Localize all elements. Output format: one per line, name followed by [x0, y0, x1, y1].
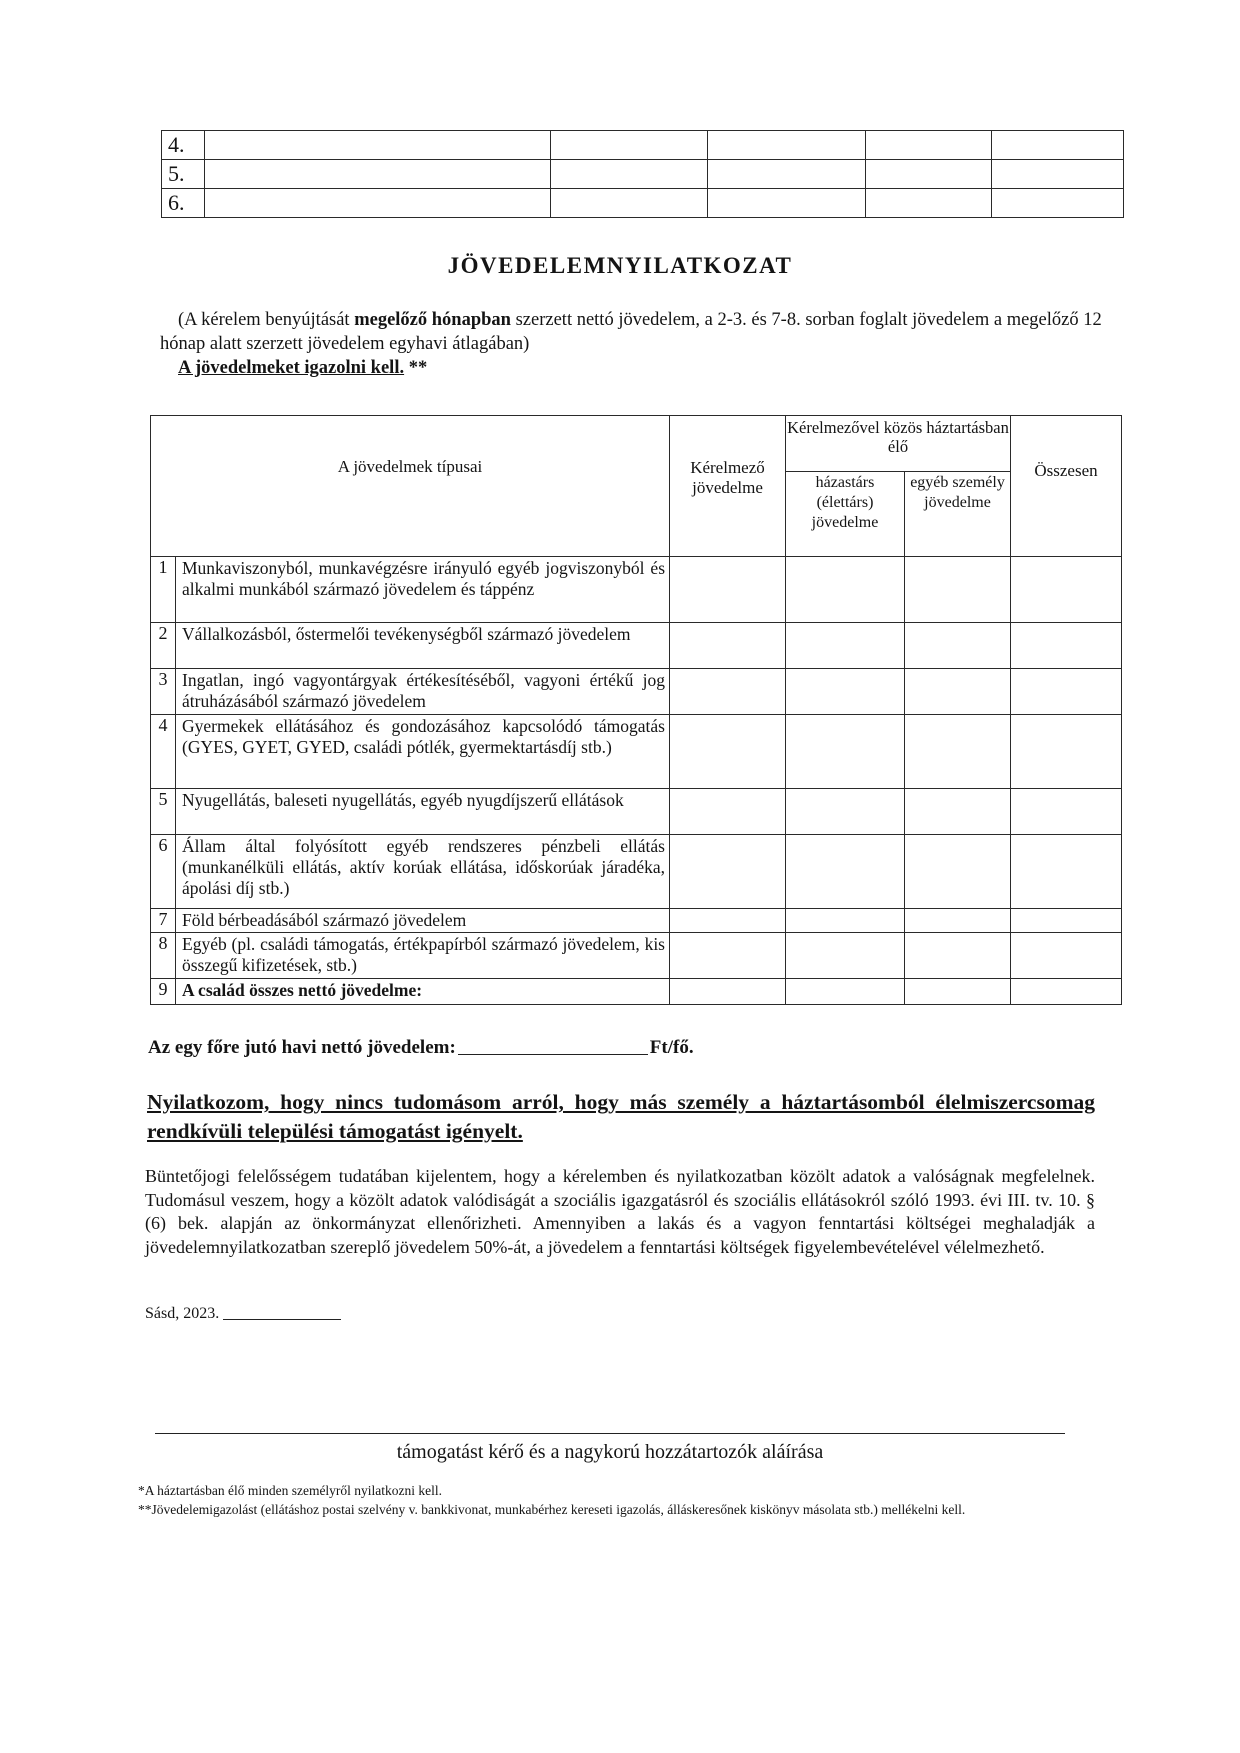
table-cell[interactable] [204, 160, 550, 189]
row-number: 4. [162, 131, 205, 160]
intro-emphasis: megelőző hónapban [354, 310, 511, 330]
row-number: 4 [151, 715, 176, 789]
applicant-income-cell[interactable] [670, 715, 786, 789]
legal-statement: Büntetőjogi felelősségem tudatában kijelentem, hogy a kérelemben és nyilatkozatban közölt adatok a valóságnak megfelelnek. Tudomásul veszem, hogy a közölt adatok valódiságát a szociális igazgatásról és szociális ellátásokról szóló 1993. évi III. tv. 10. § (6) bek. alapján az önkormányzat ellenőrizheti. Amennyiben a lakás és a vagyon fenntartási költségei meghaladják a jövedelemnyilatkozatban szereplő jövedelem 50%-át, a jövedelem a fenntartási költségek figyelembevételével vélelmezhető. [145, 1166, 1095, 1257]
applicant-income-cell[interactable] [670, 933, 786, 979]
total-income-label: A család összes nettó jövedelme: [176, 979, 670, 1005]
row-number: 9 [151, 979, 176, 1005]
applicant-income-cell[interactable] [670, 909, 786, 933]
header-total: Összesen [1011, 416, 1122, 557]
row-number: 1 [151, 557, 176, 623]
income-table-header-row [151, 416, 1122, 472]
header-income-type: A jövedelmek típusai [151, 416, 670, 557]
table-row [162, 189, 1124, 218]
income-type-label: Munkaviszonyból, munkavégzésre irányuló egyéb jogviszonyból és alkalmi munkából származó jövedelem és táppénz [176, 557, 670, 623]
other-income-cell[interactable] [905, 623, 1011, 669]
total-income-cell[interactable] [1011, 835, 1122, 909]
income-type-label: Ingatlan, ingó vagyontárgyak értékesítéséből, vagyoni értékű jog átruházásából származó jövedelem [176, 669, 670, 715]
income-type-label: Gyermekek ellátásához és gondozásához kapcsolódó támogatás (GYES, GYET, GYED, családi pótlék, gyermektartásdíj stb.) [176, 715, 670, 789]
declaration-statement: Nyilatkozom, hogy nincs tudomásom arról, hogy más személy a háztartásomból élelmiszercsomag rendkívüli települési támogatást igényelt. [147, 1090, 1095, 1143]
spouse-income-cell[interactable] [786, 933, 905, 979]
income-type-label: Vállalkozásból, őstermelői tevékenységből származó jövedelem [176, 623, 670, 669]
per-capita-unit: Ft/fő. [649, 1037, 694, 1058]
table-cell[interactable] [550, 131, 708, 160]
table-row [162, 131, 1124, 160]
place-date-text: Sásd, 2023. [145, 1305, 220, 1322]
applicant-income-cell[interactable] [670, 789, 786, 835]
income-type-label: Állam által folyósított egyéb rendszeres pénzbeli ellátás (munkanélküli ellátás, aktív korúak ellátása, időskorúak járadéka, ápolási díj stb.) [176, 835, 670, 909]
other-income-cell[interactable] [905, 789, 1011, 835]
spouse-income-cell[interactable] [786, 979, 905, 1005]
income-type-label: Nyugellátás, baleseti nyugellátás, egyéb nyugdíjszerű ellátások [176, 789, 670, 835]
proof-notice-text: A jövedelmeket igazolni kell. [178, 358, 405, 378]
table-cell[interactable] [708, 189, 866, 218]
spouse-income-cell[interactable] [786, 715, 905, 789]
other-income-cell[interactable] [905, 909, 1011, 933]
other-income-cell[interactable] [905, 979, 1011, 1005]
table-cell[interactable] [992, 131, 1124, 160]
spouse-income-cell[interactable] [786, 789, 905, 835]
spouse-income-cell[interactable] [786, 623, 905, 669]
signature-line[interactable] [155, 1433, 1065, 1434]
row-number: 6 [151, 835, 176, 909]
spouse-income-cell[interactable] [786, 557, 905, 623]
header-other-income: egyéb személy jövedelme [905, 472, 1011, 557]
row-number: 7 [151, 909, 176, 933]
footnote-1: *A háztartásban élő minden személyről nyilatkozni kell. [138, 1483, 443, 1498]
document-title: JÖVEDELEMNYILATKOZAT [447, 253, 793, 278]
header-household-group: Kérelmezővel közös háztartásban élő [786, 416, 1011, 472]
spouse-income-cell[interactable] [786, 909, 905, 933]
table-cell[interactable] [550, 160, 708, 189]
applicant-income-cell[interactable] [670, 835, 786, 909]
proof-notice [178, 358, 427, 379]
table-cell[interactable] [708, 160, 866, 189]
table-cell[interactable] [204, 189, 550, 218]
total-income-cell[interactable] [1011, 557, 1122, 623]
income-type-label: Egyéb (pl. családi támogatás, értékpapírból származó jövedelem, kis összegű kifizetések, stb.) [176, 933, 670, 979]
intro-text-start: (A kérelem benyújtását [178, 310, 355, 330]
applicant-income-cell[interactable] [670, 979, 786, 1005]
spouse-income-cell[interactable] [786, 835, 905, 909]
table-cell[interactable] [204, 131, 550, 160]
total-income-cell[interactable] [1011, 909, 1122, 933]
row-number: 5. [162, 160, 205, 189]
signature-label: támogatást kérő és a nagykorú hozzátartozók aláírása [396, 1441, 824, 1463]
applicant-income-cell[interactable] [670, 557, 786, 623]
household-members-table-continuation [161, 130, 1124, 218]
table-cell[interactable] [992, 189, 1124, 218]
table-row [151, 835, 1122, 909]
per-capita-income [148, 1037, 694, 1059]
footnote-2: **Jövedelemigazolást (ellátáshoz postai szelvény v. bankkivonat, munkabérhez kereseti igazolás, álláskeresőnek kiskönyv másolata stb.) mellékelni kell. [138, 1502, 966, 1517]
table-row [151, 623, 1122, 669]
per-capita-input-line[interactable] [458, 1054, 648, 1055]
other-income-cell[interactable] [905, 835, 1011, 909]
date-input-line[interactable] [223, 1319, 341, 1320]
total-income-cell[interactable] [1011, 979, 1122, 1005]
table-cell[interactable] [865, 189, 991, 218]
applicant-income-cell[interactable] [670, 623, 786, 669]
other-income-cell[interactable] [905, 557, 1011, 623]
header-applicant-income: Kérelmező jövedelme [670, 416, 786, 557]
table-row [151, 669, 1122, 715]
spouse-income-cell[interactable] [786, 669, 905, 715]
table-row [151, 909, 1122, 933]
place-date [145, 1305, 341, 1323]
income-table [150, 415, 1122, 1005]
total-income-cell[interactable] [1011, 715, 1122, 789]
row-number: 8 [151, 933, 176, 979]
income-type-label: Föld bérbeadásából származó jövedelem [176, 909, 670, 933]
applicant-income-cell[interactable] [670, 669, 786, 715]
intro-text-end: szerzett nettó jövedelem, a 2-3. és 7-8. sorban foglalt jövedelem a megelőző 12 hónap alatt szerzett jövedelem egyhavi átlagában) [160, 310, 1102, 354]
table-row [151, 789, 1122, 835]
row-number: 5 [151, 789, 176, 835]
total-income-cell[interactable] [1011, 789, 1122, 835]
total-income-cell[interactable] [1011, 933, 1122, 979]
other-income-cell[interactable] [905, 933, 1011, 979]
table-row [151, 933, 1122, 979]
table-cell[interactable] [865, 160, 991, 189]
other-income-cell[interactable] [905, 669, 1011, 715]
row-number: 3 [151, 669, 176, 715]
header-spouse-income: házastárs (élettárs) jövedelme [786, 472, 905, 557]
proof-notice-marker: ** [404, 358, 428, 378]
table-cell[interactable] [865, 131, 991, 160]
table-row [151, 715, 1122, 789]
intro-paragraph [160, 308, 1120, 356]
other-income-cell[interactable] [905, 715, 1011, 789]
table-cell[interactable] [708, 131, 866, 160]
total-income-cell[interactable] [1011, 623, 1122, 669]
row-number: 2 [151, 623, 176, 669]
per-capita-label: Az egy főre jutó havi nettó jövedelem: [148, 1037, 456, 1058]
table-row [162, 160, 1124, 189]
row-number: 6. [162, 189, 205, 218]
table-cell[interactable] [550, 189, 708, 218]
total-income-cell[interactable] [1011, 669, 1122, 715]
table-row [151, 557, 1122, 623]
table-row-total [151, 979, 1122, 1005]
table-cell[interactable] [992, 160, 1124, 189]
